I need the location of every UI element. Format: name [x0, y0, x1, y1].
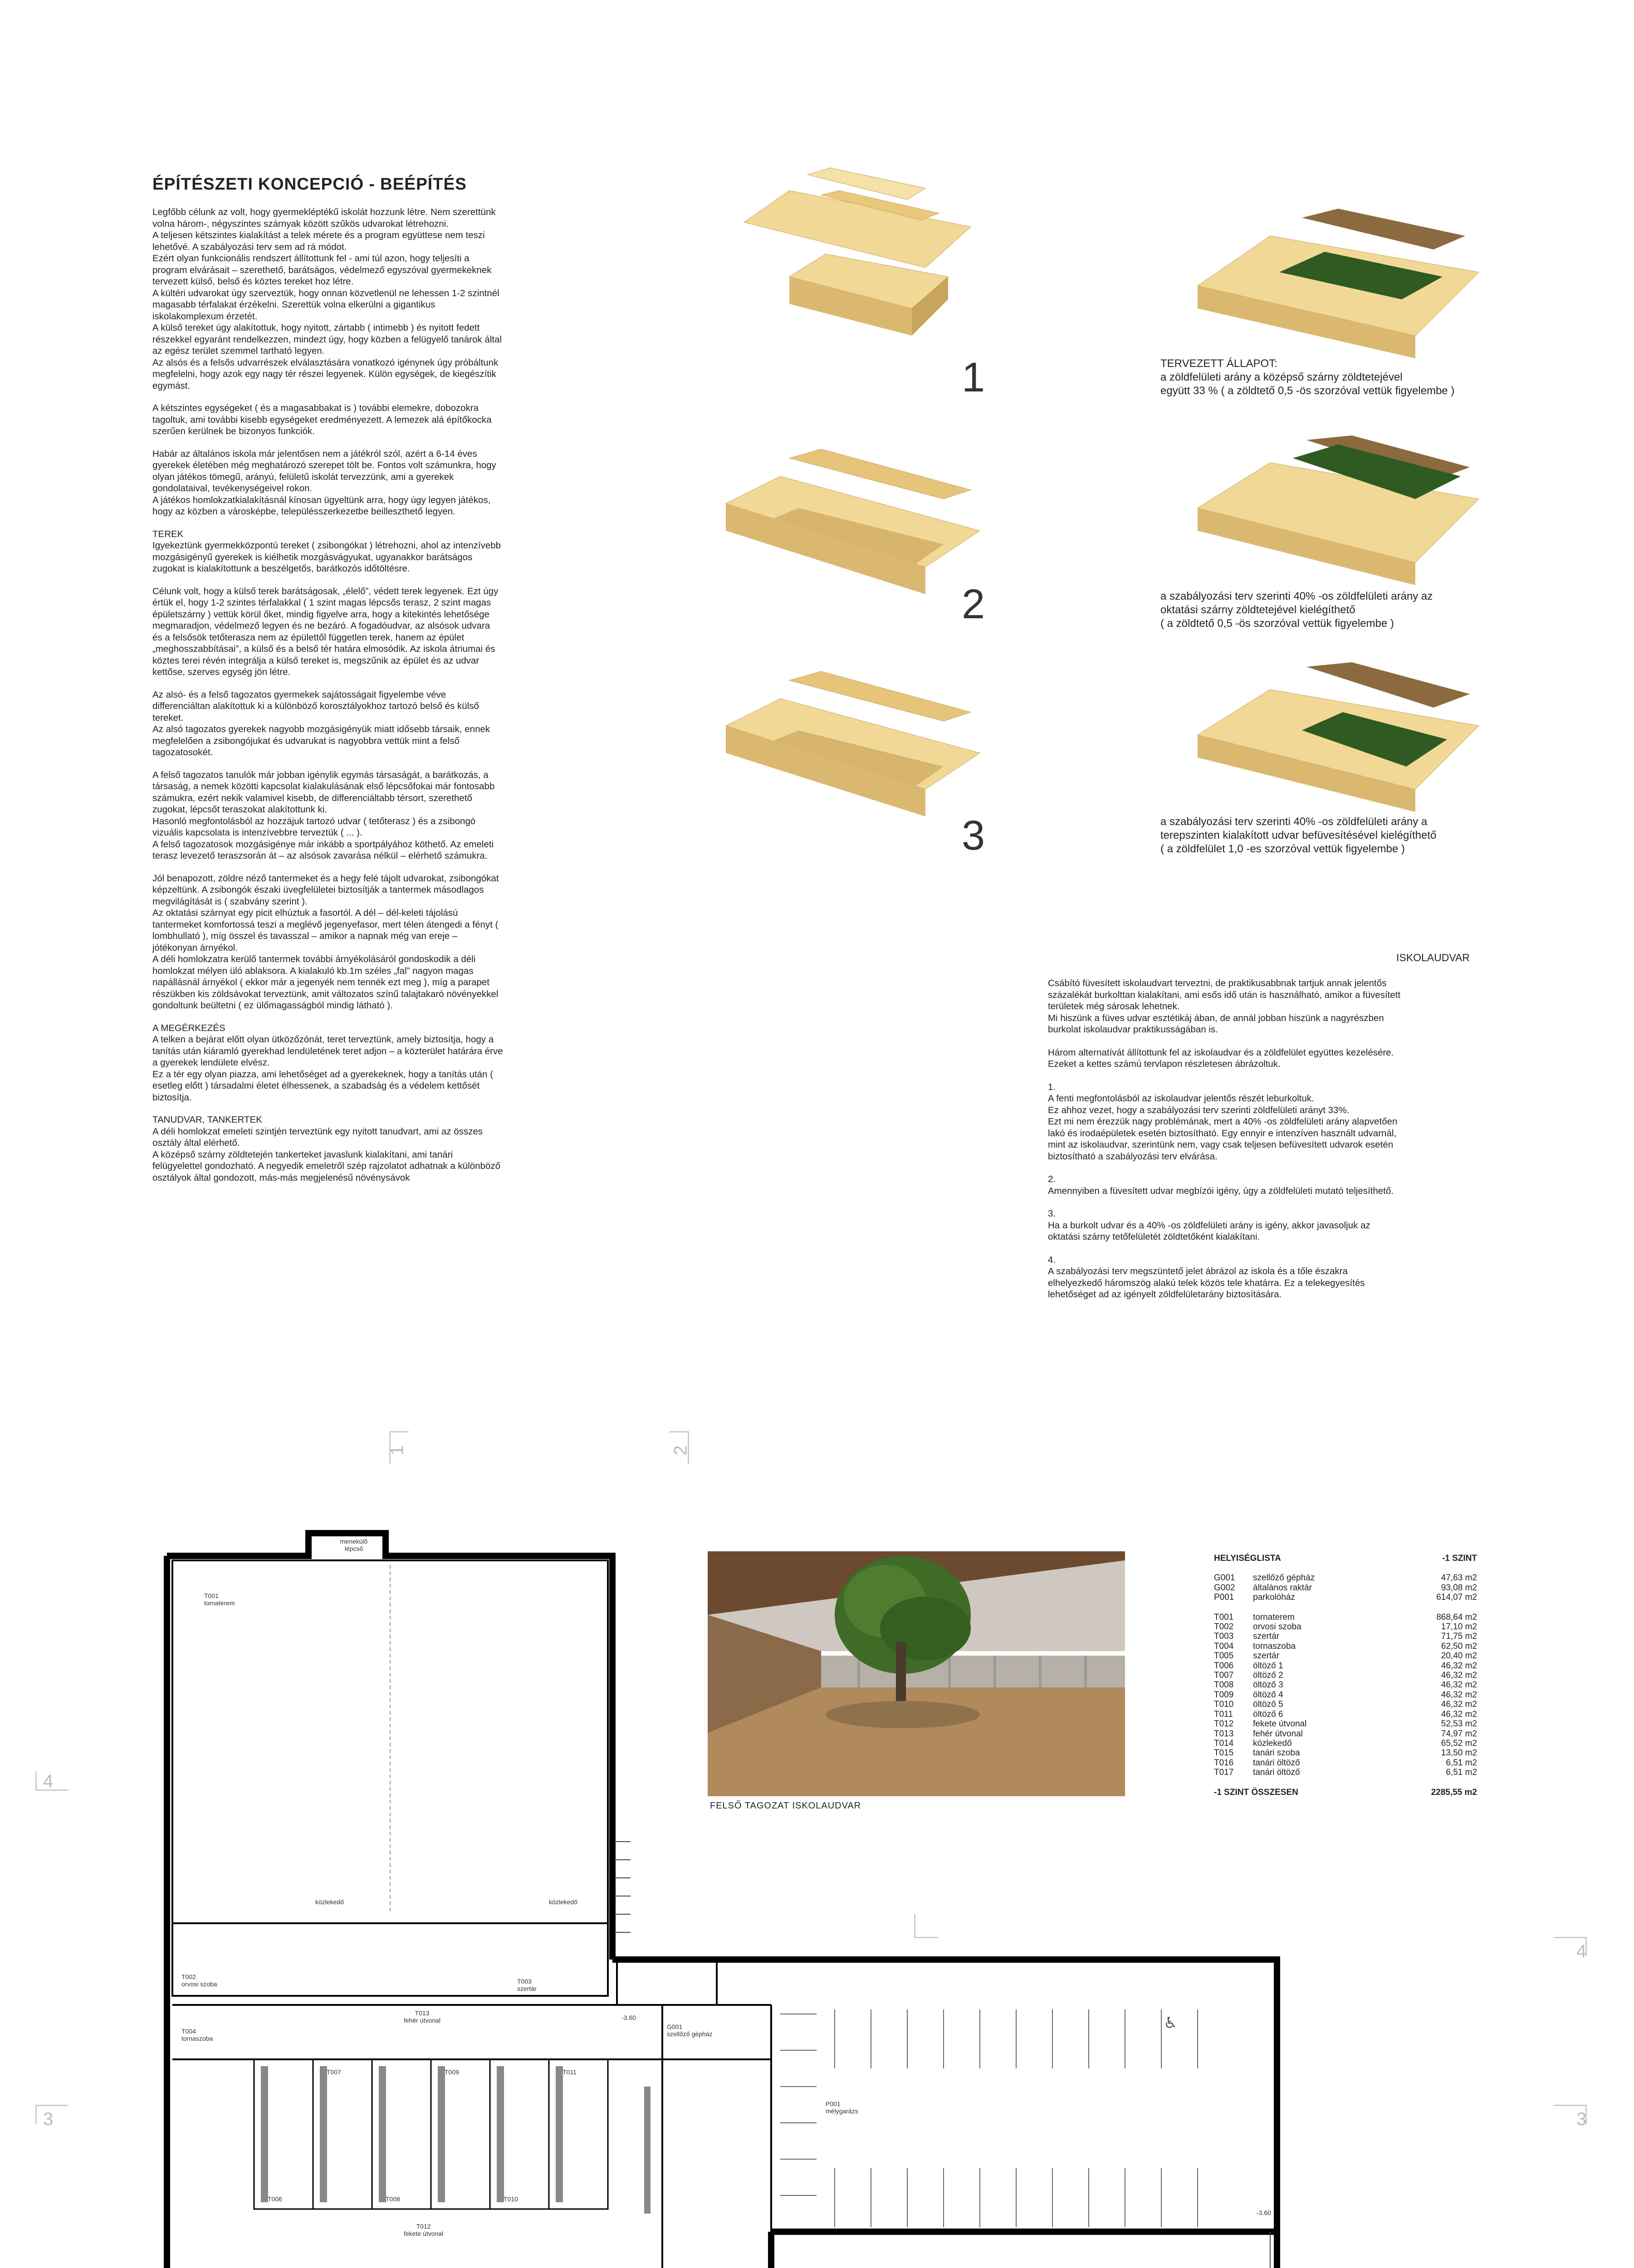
room-list-level: -1 SZINT [1442, 1554, 1477, 1563]
room-area: 46,32 m2 [1441, 1709, 1477, 1719]
paragraph-line: tantermeket komfortossá teszi a meglévő jegenyefasor, mert télen átengedi a fényt ( [152, 919, 499, 930]
plan-label-escape [333, 1538, 374, 1552]
schoolyard-line: Ezeket a kettes számú tervlapon részletesen ábrázoltuk. [1048, 1059, 1281, 1069]
room-row [1214, 1758, 1477, 1768]
room-area: 17,10 m2 [1441, 1622, 1477, 1632]
paragraph-line: A középső szárny zöldtetején tankerteket javaslunk kialakítani, ami tanári [152, 1149, 453, 1160]
plan-label-t004 [181, 2028, 213, 2042]
plan-label-kozlekedo1: közlekedő [315, 1898, 344, 1906]
section-label-left-3: 3 [43, 2109, 54, 2129]
room-code: T006 [1214, 1661, 1234, 1671]
wheelchair-icon: ♿ [1164, 2014, 1178, 2032]
room-area: 65,52 m2 [1441, 1738, 1477, 1748]
paragraph-line: differenciáltan alakítottuk ki a különböző korosztályokhoz tartozó belső és külső [152, 701, 479, 711]
paragraph-line: A déli homlokzat emeleti szintjén terveztünk egy nyitott tanudvart, ami az összes [152, 1126, 483, 1137]
paragraph-line: olyan játékos tömegű, arányú, felületű iskolát tervezzünk, ami a gyerekek [152, 471, 454, 482]
state-line: ( a zöldtető 0,5 -ös szorzóval vettük figyelembe ) [1160, 617, 1394, 630]
plan-label-t009: T009 [445, 2068, 459, 2076]
room-row [1214, 1573, 1477, 1583]
schoolyard-line: 4. [1048, 1254, 1056, 1265]
room-row [1214, 1593, 1477, 1602]
massing-model-2b [1189, 435, 1483, 585]
room-name: közlekedő [1253, 1738, 1292, 1748]
room-area: 46,32 m2 [1441, 1671, 1477, 1681]
room-code: T003 [1214, 1632, 1234, 1642]
room-area: 46,32 m2 [1441, 1690, 1477, 1700]
room-code: T004 [181, 2028, 196, 2035]
room-name: tanári szoba [1253, 1748, 1300, 1758]
room-list-total [1214, 1788, 1477, 1797]
concept-paragraph [152, 689, 606, 758]
state-text-2 [1160, 590, 1433, 631]
room-name: orvosi szoba [181, 1980, 217, 1988]
state-line: együtt 33 % ( a zöldtető 0,5 -ös szorzóval vettük figyelembe ) [1160, 385, 1455, 397]
room-code: T007 [1214, 1671, 1234, 1681]
paragraph-line: Az alsós és a felsős udvarrészek elválasztására vonatkozó igénynek úgy próbáltunk [152, 357, 499, 368]
paragraph-line: hogy az közben a városképbe, településszerkezetbe beilleszthető legyen. [152, 506, 455, 517]
paragraph-line: Az alsó tagozatos gyerekek nagyobb mozgásigényük miatt idősebb társaik, ennek [152, 724, 490, 734]
paragraph-line: és a felsősök tetőterasza nem az épülettől független terek, hanem az épület [152, 632, 465, 643]
schoolyard-line: mint az iskolaudvar, szerintünk nem, vagy csak teljesen befüvesített udvarok esetén [1048, 1139, 1394, 1150]
plan-label-t011: T011 [563, 2068, 577, 2076]
paragraph-line: volna három-, négyszintes szárnyak között szűkös udvarokat létrehozni. [152, 218, 449, 229]
room-row [1214, 1671, 1477, 1680]
room-row [1214, 1690, 1477, 1700]
room-row [1214, 1729, 1477, 1739]
room-name: szertár [517, 1985, 537, 1992]
paragraph-line: TANUDVAR, TANKERTEK [152, 1114, 262, 1125]
room-name: tornaszoba [1253, 1641, 1296, 1651]
massing-model-3a [717, 671, 989, 835]
room-code: T014 [1214, 1738, 1234, 1748]
paragraph-line: vizuális kapcsolata is intenzívebbre terveztük ( ... ). [152, 827, 362, 838]
schoolyard-block [1048, 1254, 1502, 1300]
courtyard-render-image [708, 1551, 1125, 1796]
section-label-top-2: 2 [670, 1445, 691, 1456]
room-group [1214, 1573, 1477, 1602]
room-area: 46,32 m2 [1441, 1680, 1477, 1690]
schoolyard-line: burkolat iskolaudvar praktikusságában is. [1048, 1024, 1218, 1035]
plan-label-t013 [404, 2009, 440, 2024]
concept-paragraphs [152, 206, 606, 1183]
paragraph-line: megmaradjon, védelmező legyen és ne bezáró. A fogadóudvar, az alsósok udvara [152, 621, 490, 631]
paragraph-line: Hasonló megfontolásból az hozzájuk tartozó udvar ( tetőterasz ) és a zsibongó [152, 816, 476, 826]
room-code: P001 [826, 2100, 841, 2107]
room-area: 20,40 m2 [1441, 1651, 1477, 1661]
room-name: öltöző 2 [1253, 1671, 1283, 1681]
room-code: T012 [416, 2223, 431, 2230]
room-row [1214, 1700, 1477, 1709]
room-name: fekete útvonal [1253, 1719, 1307, 1729]
paragraph-line: tervezett külső, belső és köztes tereket hoz létre. [152, 276, 354, 287]
room-name: öltöző 4 [1253, 1690, 1283, 1700]
courtyard-render [708, 1551, 1125, 1796]
schoolyard-line: 1. [1048, 1081, 1056, 1092]
plan-label-t012 [404, 2223, 443, 2237]
massing-model-1b [1189, 209, 1483, 358]
state-number-3: 3 [962, 812, 985, 859]
paragraph-line: megfelelően a zsibongójukat és udvarukat is nagyobbra vettük mint a felső [152, 735, 460, 746]
room-code: T008 [1214, 1680, 1234, 1690]
paragraph-line: Habár az általános iskola már jelentősen nem a játékról szól, azért a 6-14 éves [152, 448, 477, 459]
room-name: általános raktár [1253, 1583, 1312, 1593]
room-name: mélygarázs [826, 2107, 858, 2115]
room-name: orvosi szoba [1253, 1622, 1301, 1632]
room-name: tanári öltöző [1253, 1768, 1300, 1778]
paragraph-line: lombhullató ), míg összel és tavasszal – amikor a napnak még van ereje – [152, 931, 458, 941]
room-code: T009 [1214, 1690, 1234, 1700]
room-name: tornaterem [1253, 1612, 1295, 1622]
section-label-left-4: 4 [43, 1771, 54, 1791]
room-name: öltöző 6 [1253, 1709, 1283, 1719]
concept-paragraph [152, 1022, 606, 1104]
concept-paragraph [152, 769, 606, 862]
paragraph-line: A MEGÉRKEZÉS [152, 1022, 225, 1033]
plan-label-t006: T006 [268, 2195, 282, 2203]
paragraph-line: Az oktatási szárnyat egy picit elhúztuk a fasortól. A dél – dél-keleti tájolású [152, 908, 458, 918]
paragraph-line: zugokat, lépcsőt teraszokat alakítottunk ki. [152, 804, 328, 815]
room-row [1214, 1739, 1477, 1748]
schoolyard-line: Ha a burkolt udvar és a 40% -os zöldfelületi arány is igény, akkor javasoljuk az [1048, 1220, 1370, 1231]
room-name: fehér útvonal [404, 2017, 440, 2024]
schoolyard-line: A fenti megfontolásból az iskolaudvar jelentős részét leburkoltuk. [1048, 1093, 1314, 1104]
concept-paragraph [152, 448, 606, 518]
courtyard-caption: FELSŐ TAGOZAT ISKOLAUDVAR [710, 1801, 861, 1811]
room-name: tornaszoba [181, 2035, 213, 2042]
schoolyard-line: százalékát burkolttan kialakítani, ami esős idő után is használható, amikor a füvesített [1048, 989, 1401, 1000]
schoolyard-line: lehetőséget ad az igényelt zöldfelületarány biztosítására. [1048, 1289, 1282, 1300]
state-text-1 [1160, 357, 1454, 398]
paragraph-line: épületszárny ) vettük körül őket, mindig figyelve arra, hogy a kitekintés lehetősége [152, 609, 489, 620]
concept-paragraph [152, 528, 606, 575]
paragraph-line: A kültéri udvarokat úgy szerveztük, hogy onnan közvetlenül ne lehessen 1-2 szintnél [152, 288, 499, 298]
schoolyard-block [1048, 1208, 1502, 1243]
paragraph-line: terasz levezető teraszsorán át – az alsósok zavarása nélkül – elérhető számukra. [152, 850, 488, 861]
room-code: T004 [1214, 1641, 1234, 1651]
paragraph-line: a gyerekek lendülete elvész. [152, 1057, 270, 1068]
room-code: T013 [1214, 1729, 1234, 1739]
plan-label-p001 [826, 2100, 858, 2115]
schoolyard-line: Csábító füvesített iskolaudvart terveztni, de praktikusabbnak tartjuk annak jelentős [1048, 978, 1387, 988]
paragraph-line: mozgásigényű gyerekek is kiélhetik mozgásvágyukat, ugyanakkor barátságos [152, 552, 473, 562]
room-list-rows [1214, 1573, 1477, 1777]
room-name: szertár [1253, 1632, 1280, 1642]
schoolyard-text [1048, 978, 1502, 1312]
room-name: tornaterem [204, 1599, 235, 1607]
room-name: öltöző 1 [1253, 1661, 1283, 1671]
room-code: G001 [1214, 1573, 1235, 1583]
paragraph-line: A déli homlokzatra kerülő tantermek további árnyékolásáról gondoskodik a déli [152, 954, 476, 964]
paragraph-line: tanítás után kiáramló gyerekhad lendületének teret adjon – a közterület határára érve [152, 1046, 503, 1056]
state-line: TERVEZETT ÁLLAPOT: [1160, 357, 1277, 370]
room-row [1214, 1710, 1477, 1719]
paragraph-line: részekkel egyaránt rendelkezzen, mindezt úgy, hogy közben a felügyelő tanárok által [152, 334, 502, 345]
room-row [1214, 1622, 1477, 1632]
room-area: 614,07 m2 [1436, 1593, 1477, 1603]
room-name: parkolóház [1253, 1593, 1295, 1603]
paragraph-line: megfelelni, hogy azok egy nagy tér részei legyenek. Külön egységek, de kiegészítik [152, 369, 496, 379]
plan-label-t002 [181, 1973, 217, 1988]
room-row [1214, 1642, 1477, 1651]
concept-paragraph [152, 206, 606, 391]
room-list-total-label: -1 SZINT ÖSSZESEN [1214, 1787, 1298, 1797]
paragraph-line: A kétszintes egységeket ( és a magasabbakat is ) további elemekre, dobozokra [152, 403, 479, 413]
paragraph-line: A külső tereket úgy alakítottuk, hogy nyitott, zártabb ( intimebb ) és nyitott fedett [152, 323, 480, 333]
state-line: a szabályozási terv szerinti 40% -os zöldfelületi arány az [1160, 590, 1433, 602]
state-line: a zöldfelületi arány a középső szárny zöldtetejével [1160, 371, 1403, 383]
schoolyard-block [1048, 1047, 1502, 1070]
schoolyard-line: 3. [1048, 1208, 1056, 1219]
room-row [1214, 1768, 1477, 1777]
massing-model-2a [717, 449, 989, 617]
paragraph-line: program elvárásait – szerethető, barátságos, védelmező egyszóval gyermekeknek [152, 264, 492, 275]
room-code: T010 [1214, 1700, 1234, 1710]
schoolyard-block [1048, 1173, 1502, 1197]
schoolyard-line: oktatási szárny tetőfelületét zöldtetőként kialakítani. [1048, 1232, 1260, 1242]
room-name: öltöző 5 [1253, 1700, 1283, 1710]
room-code: T017 [1214, 1768, 1234, 1778]
paragraph-line: A felső tagozatosok mozgásigénye már inkább a sportpályához köthető. Az emeleti [152, 839, 494, 850]
schoolyard-block [1048, 1081, 1502, 1163]
massing-model-1a [735, 163, 980, 367]
paragraph-line: esetleg előtt ) társadalmi életet élhessenek, a szabadság és a védelem kettősét [152, 1080, 480, 1091]
room-area: 46,32 m2 [1441, 1661, 1477, 1671]
paragraph-line: tereket. [152, 712, 184, 723]
room-area: 47,63 m2 [1441, 1573, 1477, 1583]
paragraph-line: biztosítja. [152, 1092, 192, 1103]
paragraph-line: Jól benapozott, zöldre néző tantermeket és a hegy felé tájolt udvarokat, zsibongókat [152, 873, 499, 884]
room-code: P001 [1214, 1593, 1234, 1603]
room-code: T011 [1214, 1709, 1233, 1719]
paragraph-line: zugokat is kialakítottunk a beszélgetős, barátkozós időtöltésre. [152, 563, 410, 574]
room-row [1214, 1583, 1477, 1593]
schoolyard-line: Három alternatívát állítottunk fel az iskolaudvar és a zöldfelület együttes kezelésére. [1048, 1047, 1394, 1058]
paragraph-line: Az alsó- és a felső tagozatos gyermekek sajátosságait figyelembe véve [152, 689, 446, 700]
room-area: 62,50 m2 [1441, 1641, 1477, 1651]
concept-paragraph [152, 1114, 606, 1183]
room-code: G002 [1214, 1583, 1235, 1593]
paragraph-line: magasabb térfalakat érzékelni. Szerettük volna elkerülni a gigantikus [152, 299, 435, 310]
paragraph-line: lehetővé. A szabályozási terv sem ad rá módot. [152, 241, 347, 252]
schoolyard-line: elhelyezkedő háromszög alakú telek közös tele khatárra. Ez a telekegyesítés [1048, 1277, 1365, 1288]
paragraph-line: számukra, ezért nekik valamivel kisebb, de differenciáltabb térsort, szerethető [152, 792, 472, 803]
room-code: T002 [1214, 1622, 1234, 1632]
state-number-1: 1 [962, 354, 985, 401]
schoolyard-title: ISKOLAUDVAR [1396, 952, 1470, 963]
room-list-header [1214, 1554, 1477, 1563]
room-area: 13,50 m2 [1441, 1748, 1477, 1758]
paragraph-line: értük el, hogy 1-2 szintes térfalakkal ( 1 szint magas lépcsős terasz, 2 szint magas [152, 597, 491, 608]
paragraph-line: osztály által elérhető. [152, 1138, 240, 1148]
room-area: 52,53 m2 [1441, 1719, 1477, 1729]
room-code: T003 [517, 1978, 532, 1985]
paragraph-line: A telken a bejárat előtt olyan ütközőzónát, teret terveztünk, amely biztosítja, hogy a [152, 1034, 494, 1045]
room-name: fehér útvonal [1253, 1729, 1303, 1739]
room-row [1214, 1632, 1477, 1641]
room-area: 6,51 m2 [1446, 1768, 1477, 1778]
room-area: 71,75 m2 [1441, 1632, 1477, 1642]
paragraph-line: megvilágítását is ( szabvány szerint ). [152, 896, 308, 907]
paragraph-line: kettőse, szerves egység jön létre. [152, 667, 291, 677]
section-label-top-1: 1 [387, 1445, 407, 1456]
paragraph-line: társaság, a nemek közötti kapcsolat kialakulásának első lépcsőfokai már fontosabb [152, 781, 495, 792]
schoolyard-line: A szabályozási terv megszüntető jelet ábrázol az iskola és a tőle északra [1048, 1266, 1348, 1276]
room-name: tanári öltöző [1253, 1758, 1300, 1768]
paragraph-line: Ezért olyan funkcionális rendszert állítottunk fel - ami túl azon, hogy teljesíti a [152, 253, 470, 264]
paragraph-line: Ez a tér egy olyan piazza, ami lehetőséget ad a gyerekeknek, hogy a tanítás után ( [152, 1069, 493, 1080]
schoolyard-line: Amennyiben a füvesített udvar megbízói igény, úgy a zöldfelületi mutató teljesíthető. [1048, 1185, 1394, 1196]
plan-label-t007: T007 [327, 2068, 341, 2076]
paragraph-line: szerűen kerülnek be bizonyos funkciók. [152, 426, 315, 436]
paragraph-line: Célunk volt, hogy a külső terek barátságosak, „élelő”, védett terek legyenek. Ezt úgy [152, 586, 499, 596]
plan-label-t010: T010 [504, 2195, 518, 2203]
room-name: szellőző gépház [667, 2030, 713, 2038]
plan-label-garage-elev: -3.60 [1257, 2209, 1271, 2216]
room-area: 6,51 m2 [1446, 1758, 1477, 1768]
room-code: T001 [1214, 1612, 1234, 1622]
paragraph-line: egymást. [152, 380, 191, 391]
state-line: a szabályozási terv szerinti 40% -os zöldfelületi arány a [1160, 816, 1428, 828]
room-list [1214, 1554, 1477, 1797]
room-list-total-value: 2285,55 m2 [1431, 1787, 1477, 1797]
room-code: T016 [1214, 1758, 1234, 1768]
concept-paragraph [152, 402, 606, 437]
paragraph-line: A felső tagozatos tanulók már jobban igénylik egymás társaságát, a barátkozás, a [152, 769, 489, 780]
paragraph-line: gondoltunk beültetni ( ez ülőmagasságból mindig látható ). [152, 1000, 393, 1011]
paragraph-line: homlokzat mélyen üló ablaksora. A kialakuló kb.1m széles „fal” nagyon magas [152, 965, 474, 976]
room-row [1214, 1651, 1477, 1661]
room-area: 74,97 m2 [1441, 1729, 1477, 1739]
room-code: T002 [181, 1973, 196, 1980]
plan-label-elevation: -3.60 [621, 2014, 636, 2021]
paragraph-line: köztes terei révén integrálja a külső tereket is, megszűnik az épület és az udvar [152, 655, 479, 666]
paragraph-line: részükben kis zöldsávokat terveztünk, amit változatos színű talajtakaró növényekkel [152, 988, 499, 999]
paragraph-line: Igyekeztünk gyermekközpontú tereket ( zsibongókat ) létrehozni, ahol az intenzívebb [152, 540, 501, 551]
paragraph-line: az egész terület szemmel tartható legyen. [152, 346, 325, 356]
state-line: terepszinten kialakított udvar befüvesítésével kielégíthető [1160, 829, 1437, 841]
plan-label-t001 [204, 1592, 235, 1607]
room-name: menekülő lépcső [340, 1538, 368, 1552]
room-code: G001 [667, 2023, 683, 2030]
room-code: T005 [1214, 1651, 1234, 1661]
state-line: oktatási szárny zöldtetejével kielégíthető [1160, 604, 1355, 616]
paragraph-line: osztályok által gondozott, más-más megjelenésű növénysávok [152, 1172, 410, 1183]
room-row [1214, 1680, 1477, 1690]
paragraph-line: tagoltuk, ami további kisebb egységeket eredményezett. A lemezek alá építőkocka [152, 414, 492, 425]
paragraph-line: TEREK [152, 528, 184, 539]
paragraph-line: képzeltünk. A zsibongók északi üvegfelületei biztosítják a tantermek másodlagos [152, 885, 484, 895]
schoolyard-block [1048, 978, 1502, 1036]
paragraph-line: gyerekek életében még meghatározó szerepet tölt be. Fontos volt számunkra, hogy [152, 460, 496, 470]
room-name: szellőző gépház [1253, 1573, 1315, 1583]
plan-label-g001 [667, 2023, 712, 2038]
plan-label-kozlekedo2: közlekedő [549, 1898, 578, 1906]
schoolyard-line: lakó és irodaépületek esetén biztosítható. Egy ennyir e intenzíven használt udvarnál, [1048, 1128, 1397, 1139]
schoolyard-line: Mi hiszünk a füves udvar esztétikáj ában, de annál jobban hiszünk a nagyrészben [1048, 1012, 1384, 1023]
schoolyard-line: Ez ahhoz vezet, hogy a szabályozási terv szerinti zöldfelületi arányt 33%. [1048, 1105, 1350, 1115]
room-code: T012 [1214, 1719, 1234, 1729]
concept-paragraph [152, 586, 606, 678]
state-number-2: 2 [962, 581, 985, 627]
section-label-right-4: 4 [1576, 1941, 1587, 1961]
room-row [1214, 1748, 1477, 1758]
state-line: ( a zöldfelület 1,0 -es szorzóval vettük figyelembe ) [1160, 843, 1405, 855]
room-group [1214, 1613, 1477, 1778]
massing-model-3b [1189, 662, 1483, 812]
paragraph-line: „meghosszabbításai”, a külső és a belső tér határa elmosódik. Az iskola átriumai és [152, 644, 495, 654]
room-list-title: HELYISÉGLISTA [1214, 1554, 1281, 1563]
paragraph-line: napállásnál árnyékol ( ekkor már a jegenyék nem tennék ezt meg ), míg a parapet [152, 977, 489, 987]
plan-label-t008: T008 [386, 2195, 400, 2203]
section-label-right-3: 3 [1576, 2109, 1587, 2129]
paragraph-line: gondolataival, tevékenységeivel rokon. [152, 483, 313, 494]
schoolyard-line: biztosítható a szabályozási terv elvárása. [1048, 1151, 1218, 1162]
left-text-column [152, 175, 606, 1194]
room-area: 868,64 m2 [1436, 1612, 1477, 1622]
concept-title: ÉPÍTÉSZETI KONCEPCIÓ - BEÉPÍTÉS [152, 175, 467, 193]
room-name: szertár [1253, 1651, 1280, 1661]
paragraph-line: iskolakomplexum érzetét. [152, 311, 258, 322]
paragraph-line: felügyelettel gondozható. A negyedik emeletről szép rajzolatot adhatnak a különböző [152, 1161, 500, 1171]
schoolyard-line: Ezt mi nem érezzük nagy problémának, mert a 40% -os zöldfelületi arány alapvetően [1048, 1116, 1398, 1127]
room-row [1214, 1719, 1477, 1729]
room-code: T013 [415, 2009, 430, 2017]
room-code: T001 [204, 1592, 219, 1599]
paragraph-line: A teljesen kétszintes kialakítást a telek mérete és a program együttese nem teszi [152, 230, 485, 240]
room-row [1214, 1613, 1477, 1622]
room-name: fekete útvonal [404, 2230, 444, 2237]
paragraph-line: tagozatosokét. [152, 747, 213, 758]
paragraph-line: Legfőbb célunk az volt, hogy gyermekléptékű iskolát hozzunk létre. Nem szerettünk [152, 207, 496, 217]
paragraph-line: A játékos homlokzatkialakításnál kínosan ügyeltünk arra, hogy úgy legyen játékos, [152, 494, 491, 505]
concept-paragraph [152, 873, 606, 1012]
paragraph-line: jótékonyan árnyékol. [152, 942, 238, 953]
state-text-3 [1160, 815, 1436, 856]
plan-label-t003 [517, 1978, 537, 1992]
schoolyard-line: 2. [1048, 1174, 1056, 1184]
room-code: T015 [1214, 1748, 1234, 1758]
room-name: öltöző 3 [1253, 1680, 1283, 1690]
schoolyard-line: területek még sárosak lehetnek. [1048, 1001, 1180, 1012]
room-area: 93,08 m2 [1441, 1583, 1477, 1593]
room-area: 46,32 m2 [1441, 1700, 1477, 1710]
room-row [1214, 1661, 1477, 1671]
